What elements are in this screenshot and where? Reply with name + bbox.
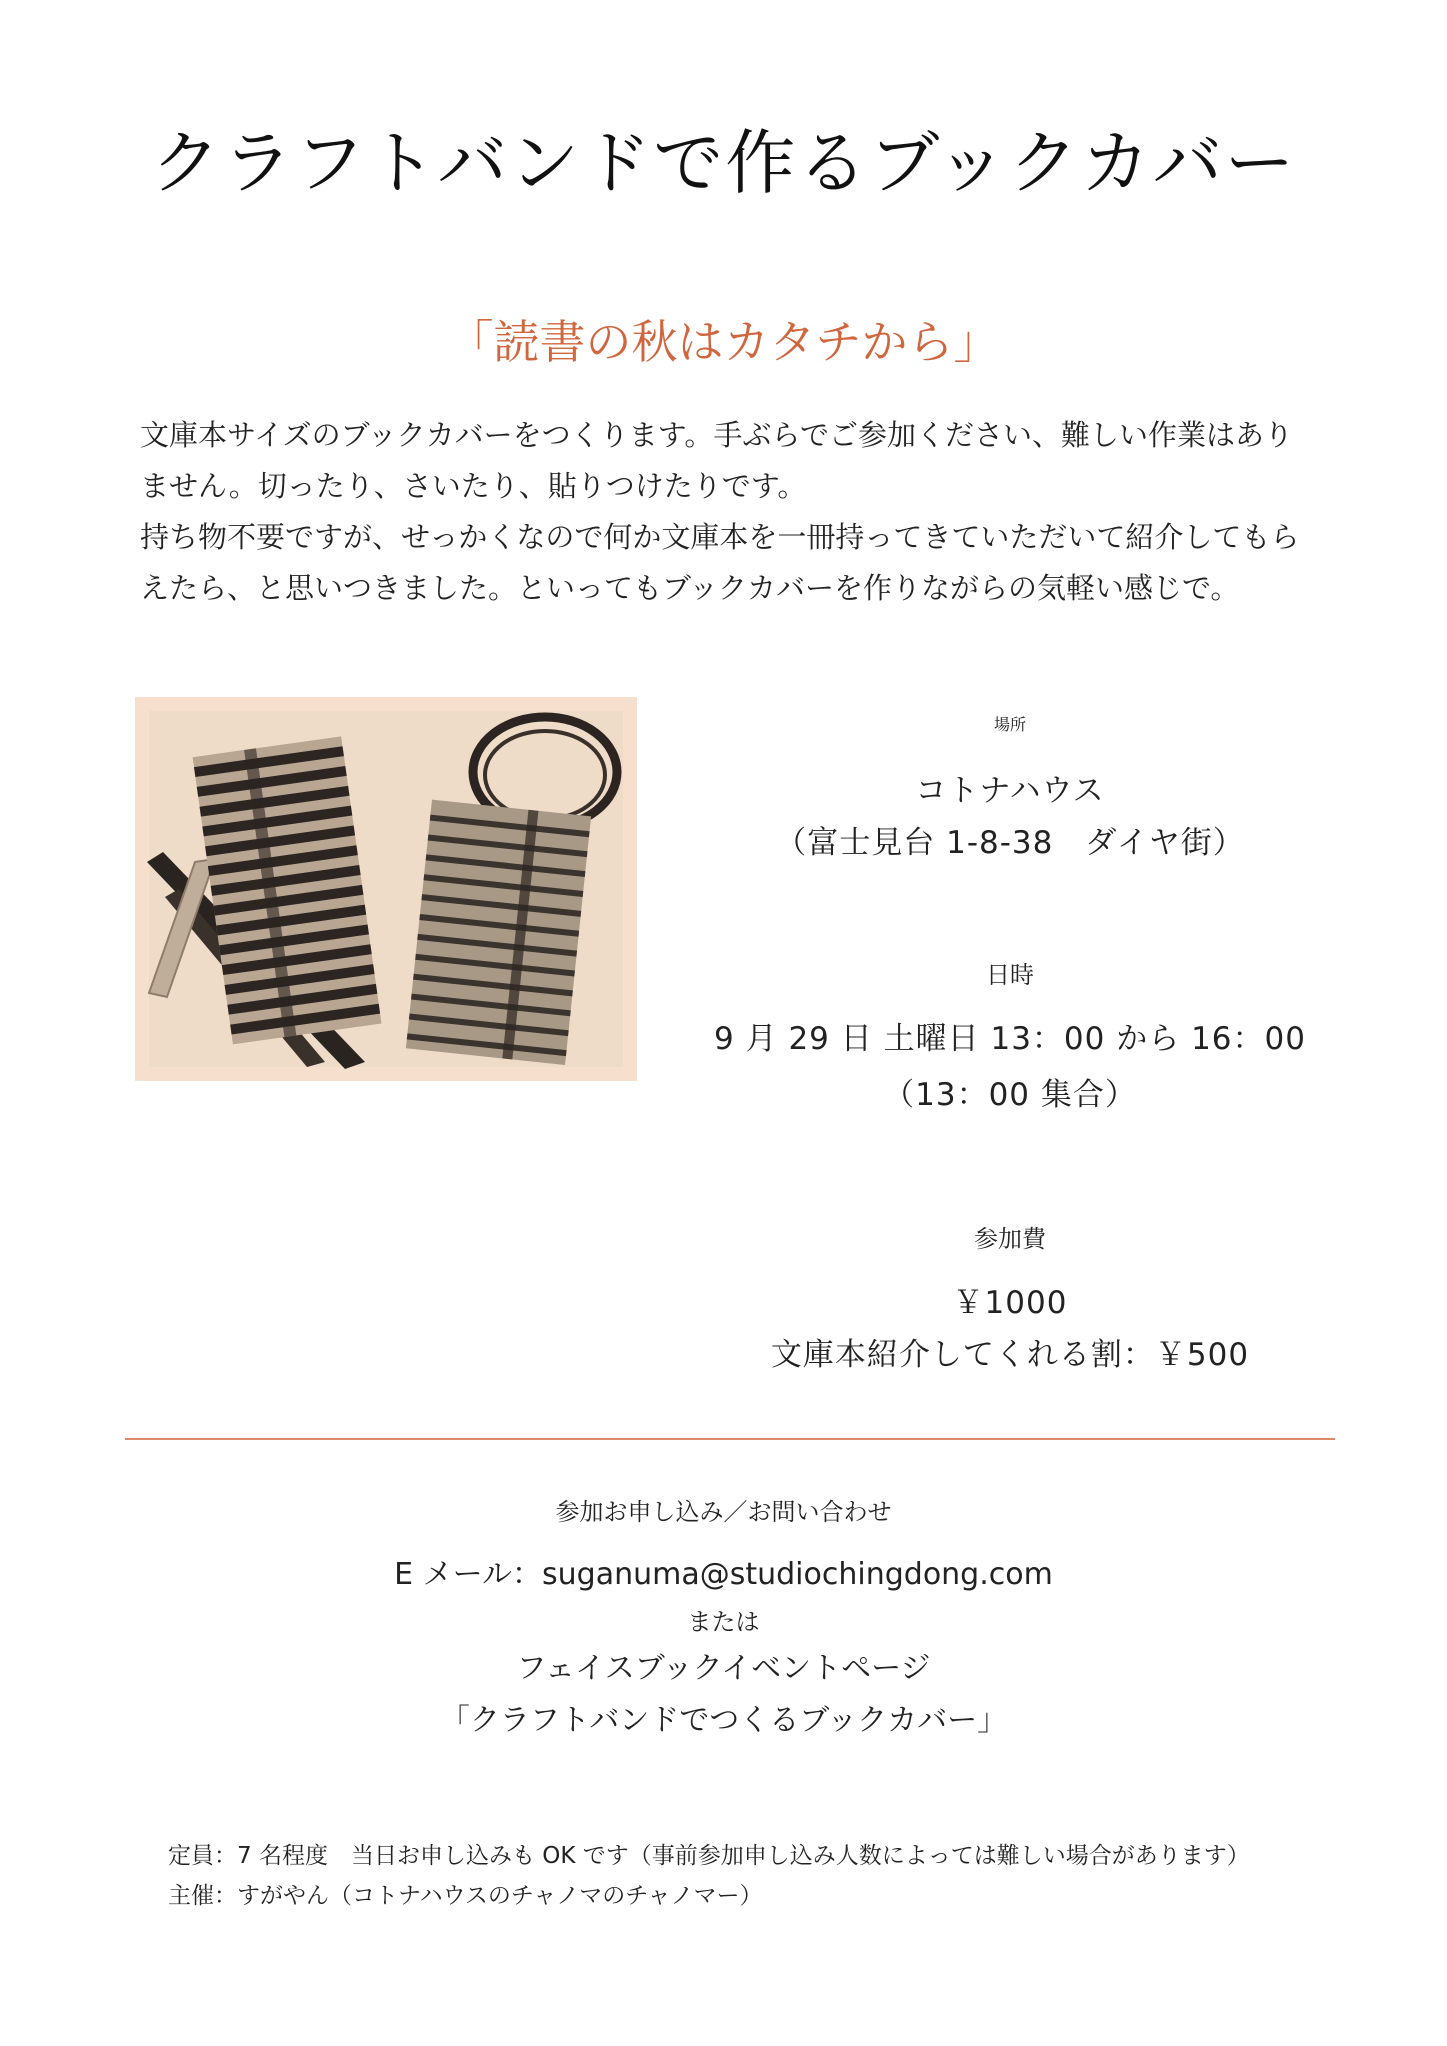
section-divider (125, 1438, 1335, 1440)
intro-line: えたら、と思いつきました。といってもブックカバーを作りながらの気軽い感じで。 (140, 571, 1240, 605)
facebook-event-page: フェイスブックイベントページ (516, 1651, 931, 1686)
contact-label: 参加お申し込み／お問い合わせ (555, 1498, 892, 1526)
contact-email: E メール：suganuma@studiochingdong.com (394, 1557, 1053, 1592)
intro-line: ません。切ったり、さいたり、貼りつけたりです。 (140, 469, 807, 503)
venue-label: 場所 (993, 715, 1026, 734)
book-cover-photo-illustration (135, 697, 637, 1081)
datetime-value: 9 月 29 日 土曜日 13：00 から 16：00 (714, 1021, 1306, 1057)
intro-text (140, 410, 1320, 614)
venue-address: （富士見台 1-8-38 ダイヤ街） (775, 825, 1245, 861)
facebook-event-name: 「クラフトバンドでつくるブックカバー」 (439, 1703, 1008, 1738)
datetime-label: 日時 (986, 961, 1034, 989)
intro-line: 持ち物不要ですが、せっかくなので何か文庫本を一冊持ってきていただいて紹介してもら (140, 520, 1300, 554)
venue-name: コトナハウス (915, 773, 1105, 809)
capacity-note: 定員：7 名程度 当日お申し込みも OK です（事前参加申し込み人数によっては難しい場合があります） (168, 1843, 1250, 1869)
product-photo (135, 697, 637, 1081)
contact-or: または (687, 1608, 760, 1636)
datetime-note: （13：00 集合） (883, 1077, 1137, 1113)
footer-notes (168, 1836, 1368, 1916)
page-title: クラフトバンドで作るブックカバー (150, 122, 1297, 204)
intro-line: 文庫本サイズのブックカバーをつくります。手ぶらでご参加ください、難しい作業はあり (140, 418, 1294, 452)
organizer-note: 主催：すがやん（コトナハウスのチャノマのチャノマー） (168, 1883, 763, 1909)
fee-discount: 文庫本紹介してくれる割：￥500 (770, 1337, 1250, 1373)
subtitle: 「読書の秋はカタチから」 (447, 315, 1000, 369)
fee-label: 参加費 (974, 1225, 1046, 1253)
fee-price: ￥1000 (952, 1285, 1068, 1321)
